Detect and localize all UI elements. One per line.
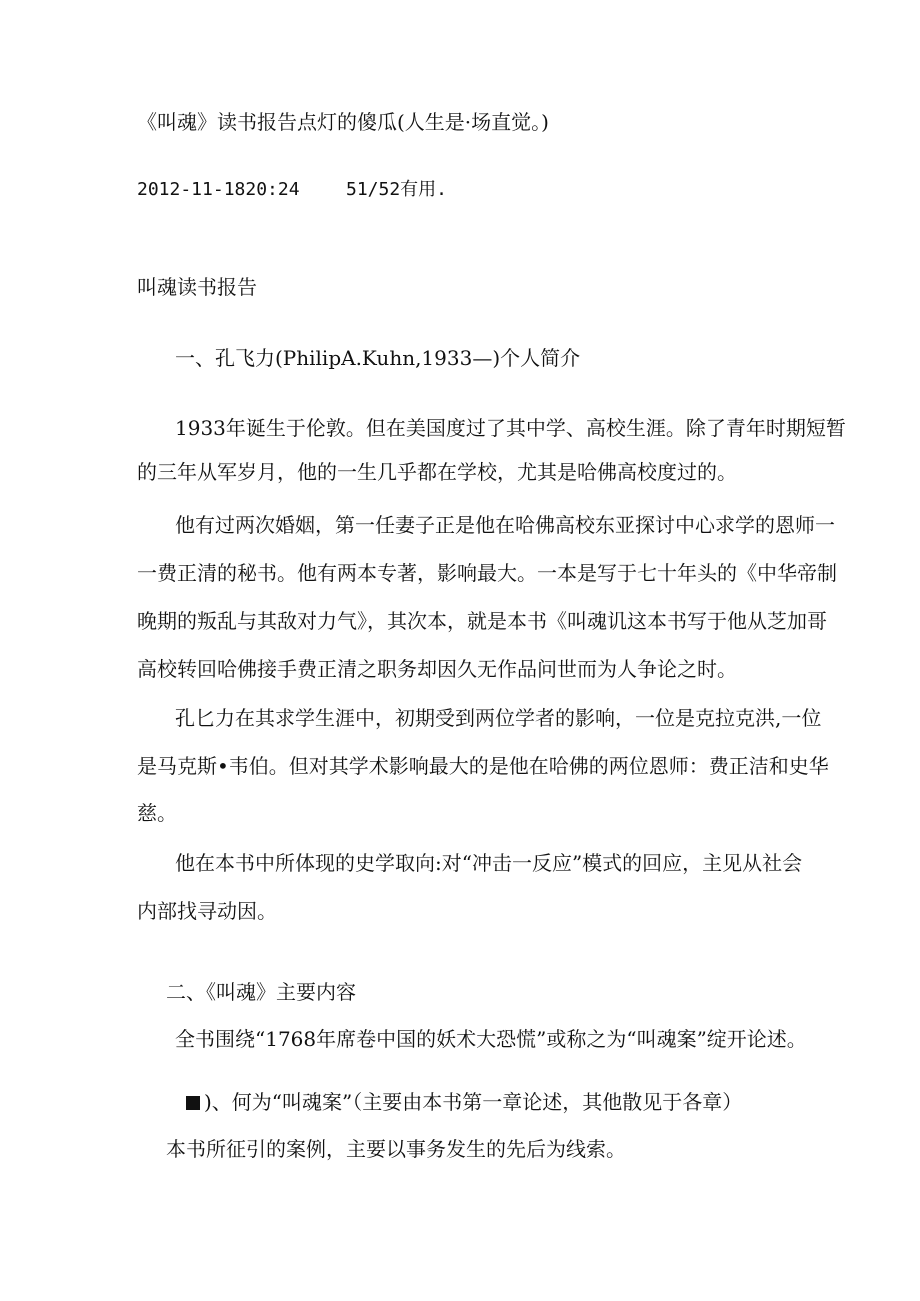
section1-paragraph3-line2: 是马克斯•韦伯。但对其学术影响最大的是他在哈佛的两位恩师：费正洁和史华: [137, 754, 829, 778]
section1-paragraph3-line3: 慈。: [137, 801, 177, 825]
square-bullet-icon: [186, 1096, 200, 1110]
section2-subheading-text: )、何为“叫魂案”（主要由本书第一章论述，其他散见于各章）: [204, 1090, 743, 1114]
section2-subheading: [186, 1090, 742, 1114]
section1-paragraph2-line3: 晚期的叛乱与其敌对力气》，其次本，就是本书《叫魂讥这本书写于他从芝加哥: [137, 609, 827, 633]
report-heading: 叫魂读书报告: [137, 275, 257, 299]
section1-paragraph2-line2: 一费正清的秘书。他有两本专著，影响最大。一本是写于七十年头的《中华帝制: [137, 561, 837, 585]
section1-paragraph1-line2: 的三年从军岁月，他的一生几乎都在学校，尤其是哈佛高校度过的。: [137, 460, 737, 484]
section1-paragraph3-line1: 孔匕力在其求学生涯中，初期受到两位学者的影响，一位是克拉克洪,一位: [175, 706, 822, 730]
helpful-votes: 51/52有用.: [346, 179, 448, 200]
section2-title: 二、《叫魂》主要内容: [166, 980, 356, 1004]
section1-paragraph4-line2: 内部找寻动因。: [137, 899, 277, 923]
post-date: 2012-11-1820:24: [137, 179, 300, 200]
section1-paragraph2-line4: 高校转回哈佛接手费正清之职务却因久无作品问世而为人争论之时。: [137, 657, 737, 681]
document-title: 《叫魂》读书报告点灯的傻瓜(人生是·场直觉。): [137, 110, 549, 134]
section1-paragraph1-line1: 1933年诞生于伦敦。但在美国度过了其中学、高校生涯。除了青年时期短暂: [175, 416, 846, 440]
section2-body: 本书所征引的案例，主要以事务发生的先后为线索。: [166, 1137, 626, 1161]
section1-paragraph4-line1: 他在本书中所体现的史学取向:对“冲击一反应”模式的回应，主见从社会: [175, 851, 803, 875]
section2-intro: 全书围绕“1768年席卷中国的妖术大恐慌”或称之为“叫魂案”绽开论述。: [175, 1027, 807, 1051]
section1-paragraph2-line1: 他有过两次婚姻，第一任妻子正是他在哈佛高校东亚探讨中心求学的恩师一: [175, 513, 835, 537]
section1-title: 一、孔飞力(PhilipA.Kuhn,1933—)个人简介: [175, 346, 581, 370]
